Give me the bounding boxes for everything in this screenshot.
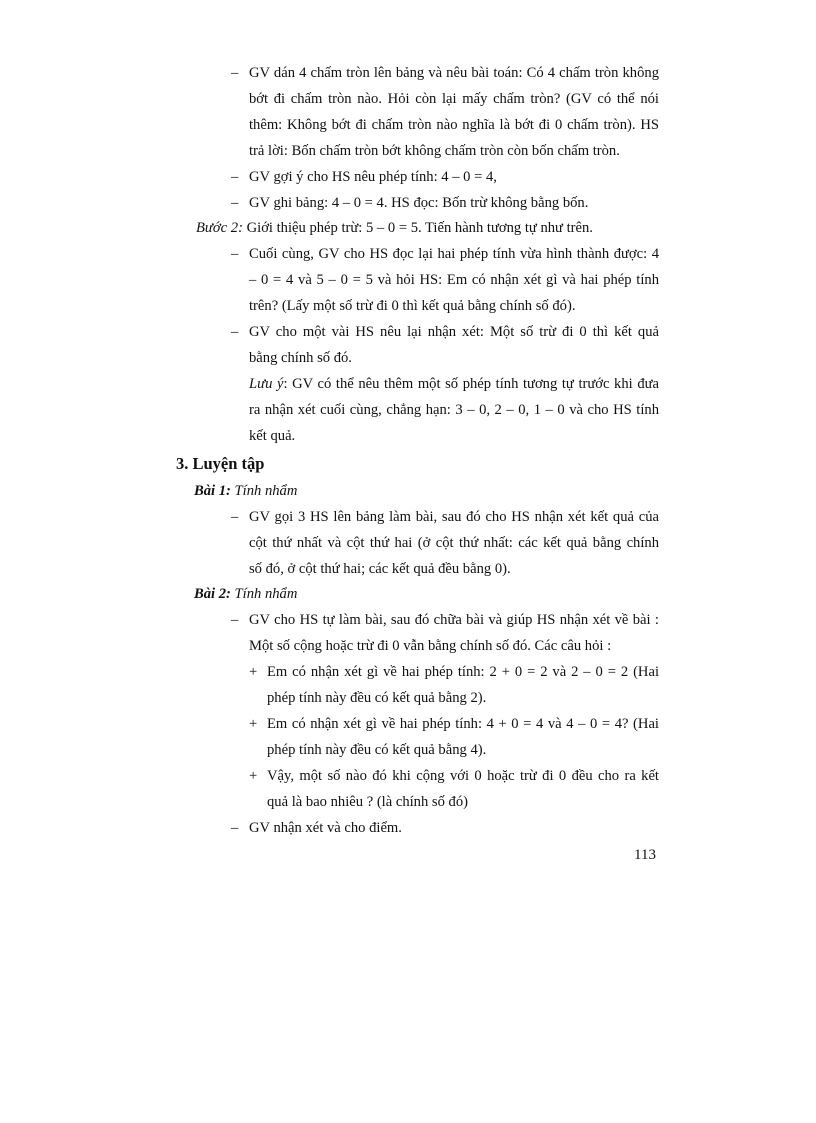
list-item-line: trả lời: Bốn chấm tròn bớt không chấm tròn còn bốn chấm tròn. (249, 143, 620, 159)
step-2-line (196, 215, 593, 241)
list-item-line: bớt đi chấm tròn nào. Hỏi còn lại mấy chấm tròn? (GV có thể nói (249, 91, 659, 107)
question-bullet: + (249, 664, 258, 680)
list-dash: – (231, 509, 239, 525)
list-item-line: GV gọi 3 HS lên bảng làm bài, sau đó cho HS nhận xét kết quả của (249, 509, 659, 525)
question-line: Em có nhận xét gì về hai phép tính: 4 + 0 = 4 và 4 – 0 = 4? (Hai (267, 716, 659, 732)
question-line: Em có nhận xét gì về hai phép tính: 2 + 0 = 2 và 2 – 0 = 2 (Hai (267, 664, 659, 680)
list-item-line: GV cho HS tự làm bài, sau đó chữa bài và giúp HS nhận xét về bài : (249, 612, 659, 628)
list-item-line: trên? (Lấy một số trừ đi 0 thì kết quả bằng chính số đó). (249, 298, 576, 314)
list-item-line: Cuối cùng, GV cho HS đọc lại hai phép tính vừa hình thành được: 4 (249, 246, 659, 262)
section-heading: 3. Luyện tập (176, 454, 265, 473)
note-line (249, 371, 659, 397)
question-bullet: + (249, 716, 258, 732)
exercise-2-label: Bài 2: (194, 586, 231, 602)
question-line: quả là bao nhiêu ? (là chính số đó) (267, 794, 469, 810)
note-text: : GV có thể nêu thêm một số phép tính tương tự trước khi đưa (283, 376, 659, 392)
note-line: ra nhận xét cuối cùng, chẳng hạn: 3 – 0, 2 – 0, 1 – 0 và cho HS tính (249, 402, 659, 418)
question-line: Vậy, một số nào đó khi cộng với 0 hoặc trừ đi 0 đều cho ra kết (267, 768, 659, 784)
list-item-line: thêm: Không bớt đi chấm tròn nào nghĩa là bớt đi 0 chấm tròn). HS (249, 117, 659, 133)
list-item-line: GV ghi bảng: 4 – 0 = 4. HS đọc: Bốn trừ không bằng bốn. (249, 195, 589, 211)
list-item-line: số đó, ở cột thứ hai; các kết quả đều bằng 0). (249, 561, 511, 577)
exercise-2-title (194, 581, 297, 607)
note-label: Lưu ý (249, 376, 284, 392)
list-item-line: GV cho một vài HS nêu lại nhận xét: Một số trừ đi 0 thì kết quả (249, 324, 659, 340)
list-item-line: GV dán 4 chấm tròn lên bảng và nêu bài toán: Có 4 chấm tròn không (249, 65, 659, 81)
list-dash: – (231, 65, 239, 81)
page-number: 113 (634, 847, 656, 863)
question-line: phép tính này đều có kết quả bằng 4). (267, 742, 487, 758)
list-item-line: cột thứ nhất và cột thứ hai (ở cột thứ nhất: các kết quả bằng chính (249, 535, 659, 551)
step-2-label: Bước 2: (196, 220, 243, 236)
list-item-line: Một số cộng hoặc trừ đi 0 vẫn bằng chính số đó. Các câu hỏi : (249, 638, 612, 654)
exercise-2-name: Tính nhẩm (230, 586, 298, 602)
question-bullet: + (249, 768, 258, 784)
list-dash: – (231, 195, 239, 211)
list-item-line: – 0 = 4 và 5 – 0 = 5 và hỏi HS: Em có nhận xét gì và hai phép tính (249, 272, 659, 288)
list-dash: – (231, 612, 239, 628)
list-dash: – (231, 324, 239, 340)
question-line: phép tính này đều có kết quả bằng 2). (267, 690, 487, 706)
list-dash: – (231, 169, 239, 185)
note-line: kết quả. (249, 428, 296, 444)
exercise-1-title (194, 478, 297, 504)
exercise-1-label: Bài 1: (194, 483, 231, 499)
list-dash: – (231, 246, 239, 262)
exercise-1-name: Tính nhẩm (230, 483, 298, 499)
list-item-line: GV gợi ý cho HS nêu phép tính: 4 – 0 = 4, (249, 169, 497, 185)
list-item-line: GV nhận xét và cho điểm. (249, 820, 402, 836)
list-item-line: bằng chính số đó. (249, 350, 352, 366)
list-dash: – (231, 820, 239, 836)
step-2-text: Giới thiệu phép trừ: 5 – 0 = 5. Tiến hành tương tự như trên. (242, 220, 593, 236)
